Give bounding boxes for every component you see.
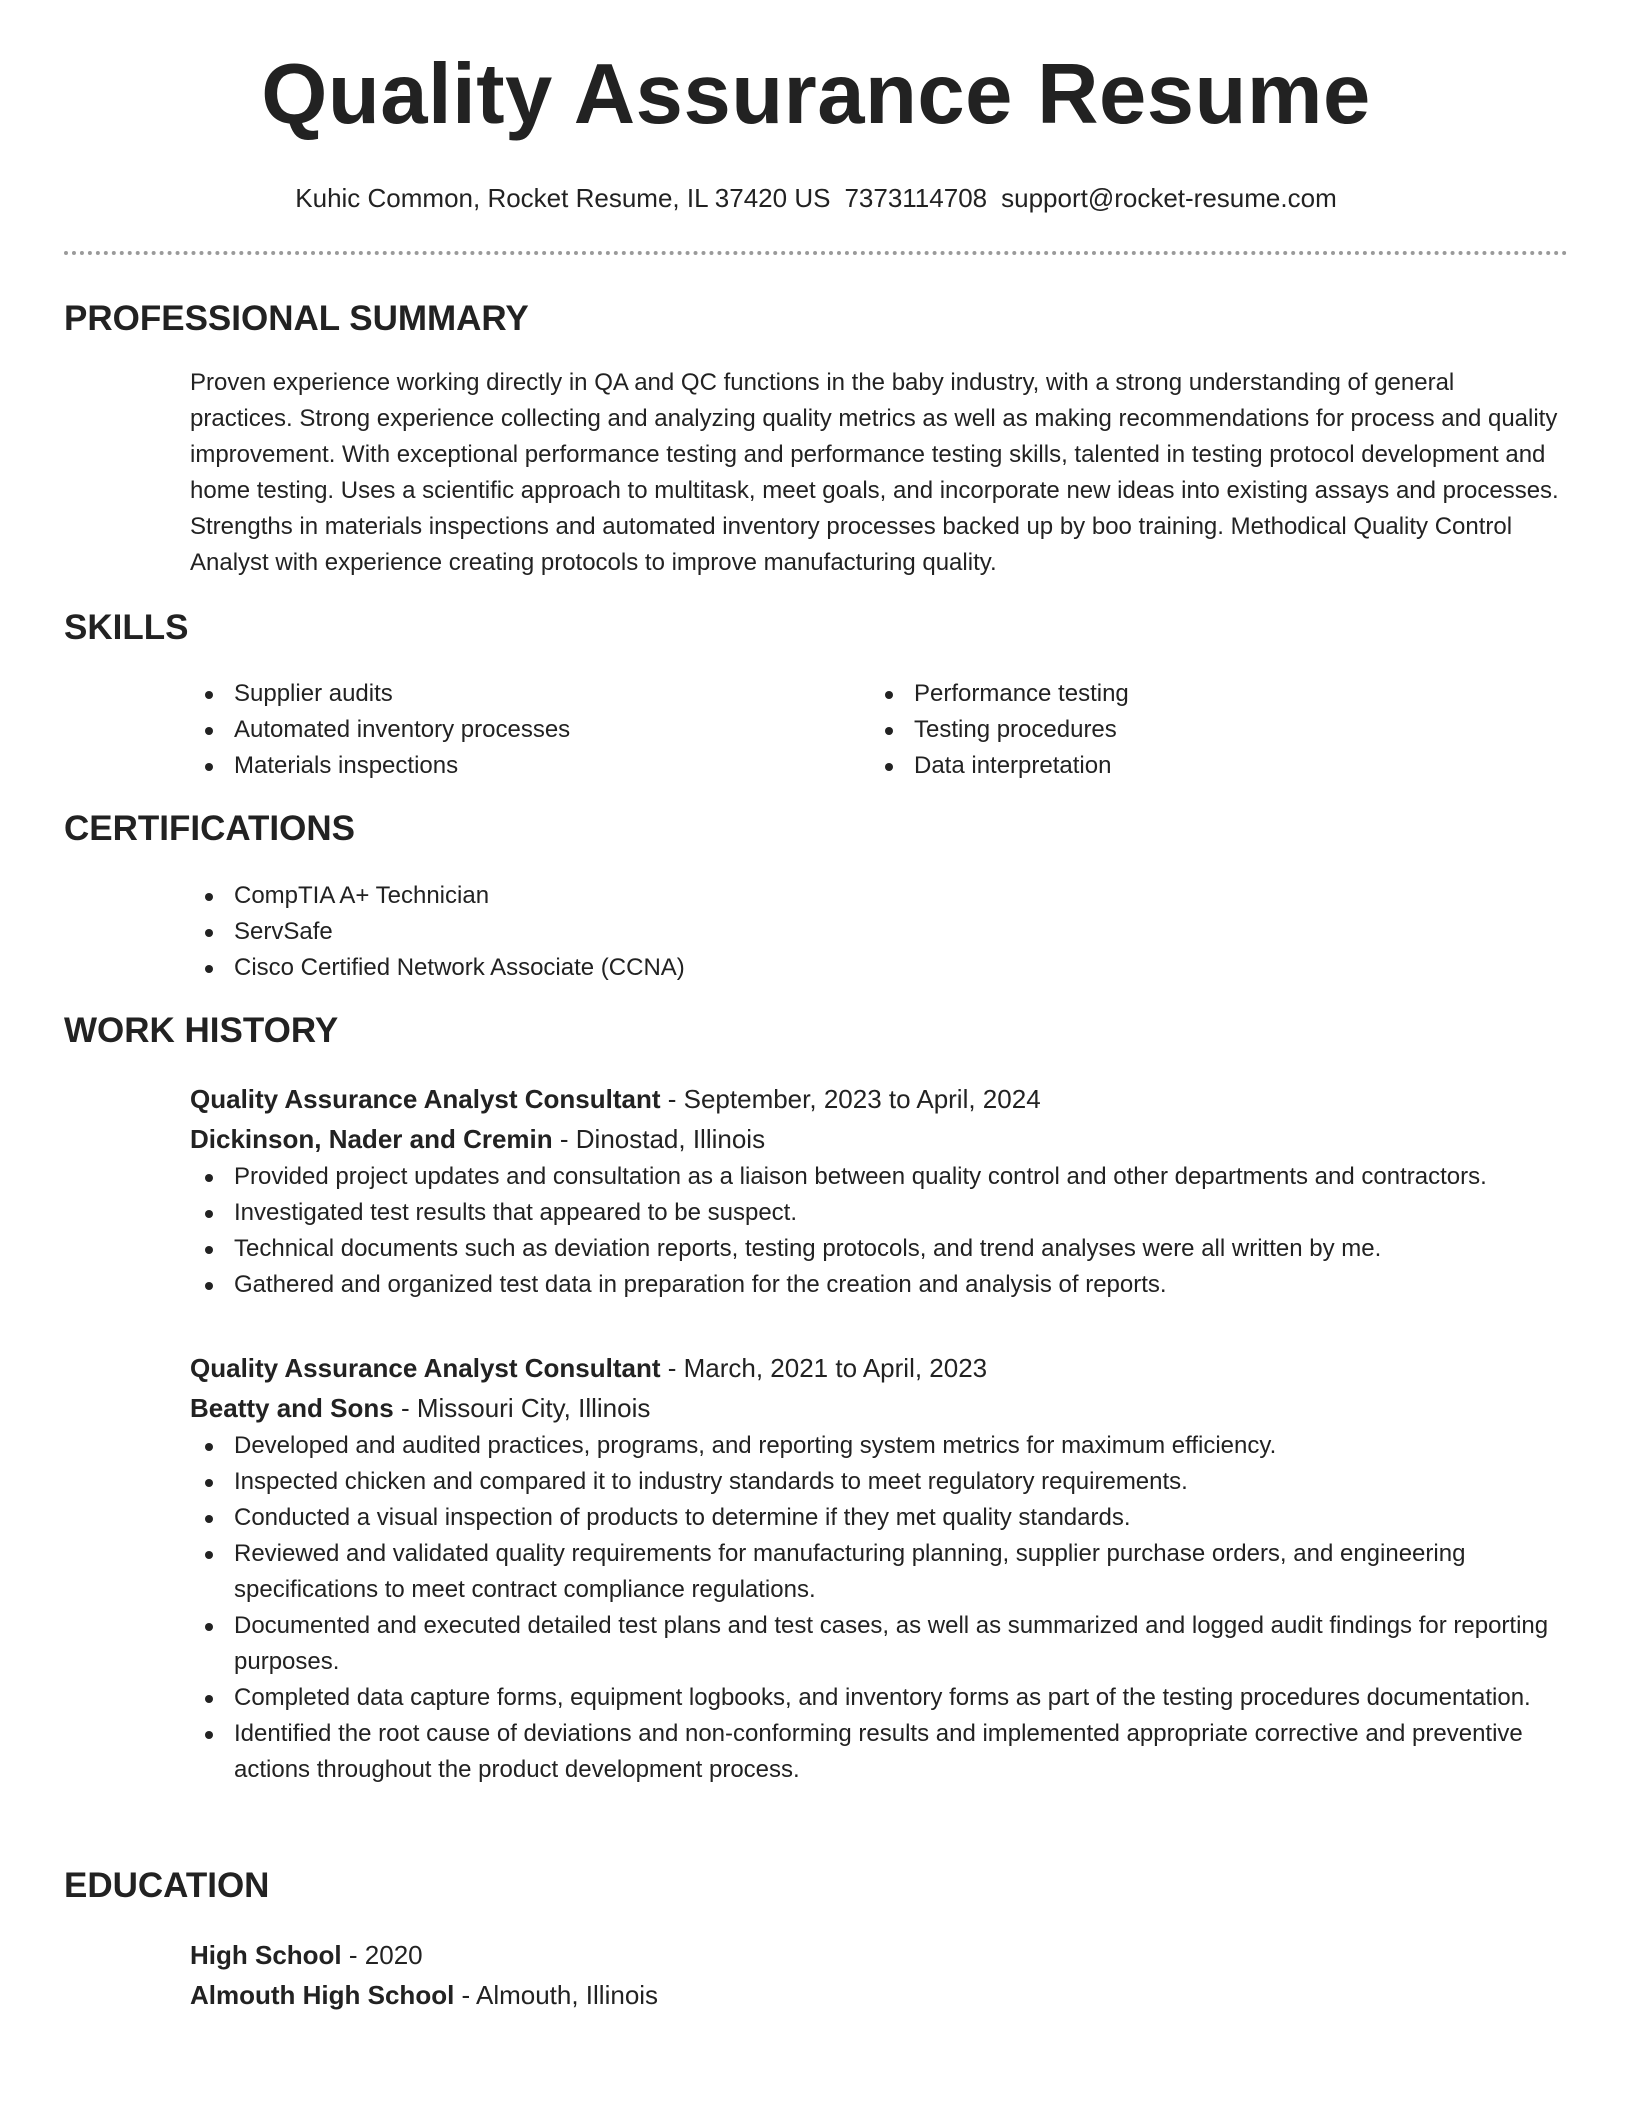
skill-item: Testing procedures <box>870 712 1510 748</box>
contact-phone: 7373114708 <box>844 183 988 213</box>
contact-email: support@rocket-resume.com <box>1001 183 1337 213</box>
job-duty-item: Investigated test results that appeared to be suspect. <box>190 1195 1570 1231</box>
job-duty-item: Developed and audited practices, programs, and reporting system metrics for maximum efficiency. <box>190 1428 1570 1464</box>
job-location: - Dinostad, Illinois <box>552 1124 766 1154</box>
skills-list-left <box>190 676 830 784</box>
job-duty-item: Provided project updates and consultation as a liaison between quality control and other departments and contractors. <box>190 1159 1570 1195</box>
education-year: - 2020 <box>341 1940 423 1970</box>
education-degree: High School <box>190 1940 342 1970</box>
job-duty-item: Technical documents such as deviation reports, testing protocols, and trend analyses were all written by me. <box>190 1231 1570 1267</box>
job-duty-item: Reviewed and validated quality requirements for manufacturing planning, supplier purchase orders, and engineering specifications to meet contract compliance regulations. <box>190 1536 1570 1608</box>
summary-text: Proven experience working directly in QA and QC functions in the baby industry, with a strong understanding of general practices. Strong experience collecting and analyzing quality metrics as well as making recommendations for process and quality improvement. With exceptional performance testing and performance testing skills, talented in testing protocol development and home testing. Uses a scientific approach to multitask, meet goals, and incorporate new ideas into existing assays and processes. Strengths in materials inspections and automated inventory processes backed up by boo training. Methodical Quality Control Analyst with experience creating protocols to improve manufacturing quality. <box>190 369 1559 576</box>
job-duty-item: Gathered and organized test data in preparation for the creation and analysis of reports. <box>190 1267 1570 1303</box>
education-school-line <box>190 1975 1570 2015</box>
job-entry <box>190 1079 1570 1303</box>
job-duty-item: Completed data capture forms, equipment logbooks, and inventory forms as part of the testing procedures documentation. <box>190 1680 1570 1716</box>
job-duty-item: Inspected chicken and compared it to industry standards to meet regulatory requirements. <box>190 1464 1570 1500</box>
skills-list-right <box>870 676 1510 784</box>
header-divider <box>64 251 1568 255</box>
job-title-line <box>190 1079 1570 1119</box>
skill-item: Materials inspections <box>190 748 830 784</box>
education-degree-line <box>190 1935 1570 1975</box>
resume-title: Quality Assurance Resume <box>261 47 1371 142</box>
job-title: Quality Assurance Analyst Consultant <box>190 1353 661 1383</box>
certification-item: ServSafe <box>190 914 1560 950</box>
skills-heading: SKILLS <box>64 608 189 647</box>
work-history-heading: WORK HISTORY <box>64 1011 339 1050</box>
education-entry <box>190 1935 1570 2015</box>
job-dates: - March, 2021 to April, 2023 <box>660 1353 988 1383</box>
job-duty-item: Documented and executed detailed test plans and test cases, as well as summarized and logged audit findings for reporting purposes. <box>190 1608 1570 1680</box>
education-school: Almouth High School <box>190 1980 455 2010</box>
skill-item: Automated inventory processes <box>190 712 830 748</box>
education-heading: EDUCATION <box>64 1866 270 1905</box>
job-title: Quality Assurance Analyst Consultant <box>190 1084 661 1114</box>
job-duty-item: Conducted a visual inspection of products to determine if they met quality standards. <box>190 1500 1570 1536</box>
job-title-line <box>190 1348 1570 1388</box>
skill-item: Supplier audits <box>190 676 830 712</box>
job-entry <box>190 1348 1570 1788</box>
certifications-heading: CERTIFICATIONS <box>64 809 356 848</box>
contact-line <box>0 183 1632 214</box>
education-location: - Almouth, Illinois <box>454 1980 659 2010</box>
contact-address: Kuhic Common, Rocket Resume, IL 37420 US <box>295 183 831 213</box>
job-dates: - September, 2023 to April, 2024 <box>660 1084 1041 1114</box>
job-duties-list <box>190 1159 1570 1303</box>
certification-item: Cisco Certified Network Associate (CCNA) <box>190 950 1560 986</box>
job-company: Beatty and Sons <box>190 1393 394 1423</box>
job-duty-item: Identified the root cause of deviations and non-conforming results and implemented appropriate corrective and preventive actions throughout the product development process. <box>190 1716 1570 1788</box>
job-duties-list <box>190 1428 1570 1788</box>
skill-item: Data interpretation <box>870 748 1510 784</box>
job-company: Dickinson, Nader and Cremin <box>190 1124 553 1154</box>
job-company-line <box>190 1388 1570 1428</box>
certifications-list <box>190 878 1560 986</box>
certification-item: CompTIA A+ Technician <box>190 878 1560 914</box>
skill-item: Performance testing <box>870 676 1510 712</box>
job-location: - Missouri City, Illinois <box>393 1393 651 1423</box>
summary-heading: PROFESSIONAL SUMMARY <box>64 299 529 338</box>
job-company-line <box>190 1119 1570 1159</box>
